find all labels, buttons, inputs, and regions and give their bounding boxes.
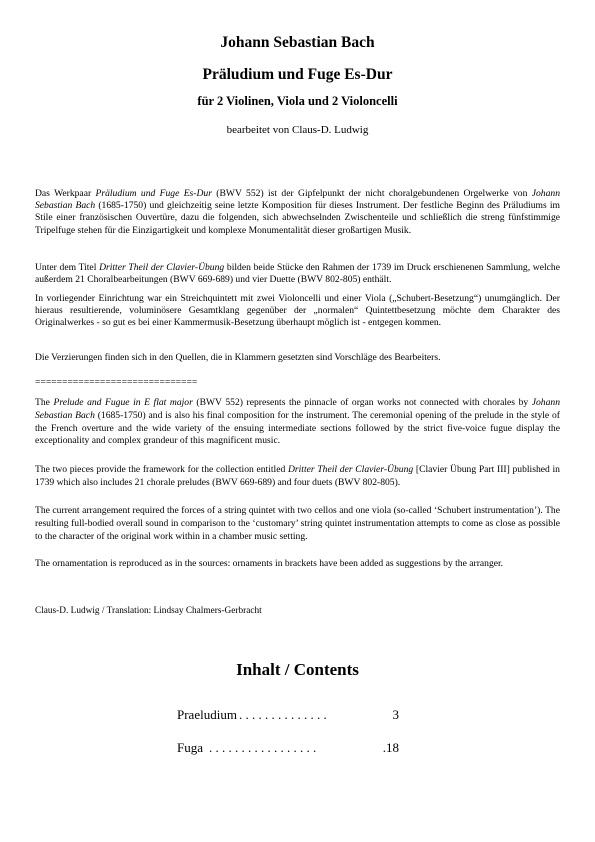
toc-title: Praeludium — [177, 707, 237, 722]
text-run: [Clavier Übung Part III] published in 1739 which also includes 21 chorale preludes (BWV 669-689) and four duets (BWV 802-805). — [35, 464, 560, 488]
arranger-line: bearbeitet von Claus-D. Ludwig — [226, 124, 369, 136]
toc-title: Fuga — [177, 740, 203, 755]
text-run: The — [35, 397, 54, 408]
work-title: Präludium und Fuge Es-Dur — [202, 66, 393, 83]
composer-heading: Johann Sebastian Bach — [220, 34, 375, 51]
toc-entry-praeludium[interactable] — [177, 707, 399, 723]
toc-page-number: 3 — [392, 707, 399, 722]
toc-leader: . . . . . . . . . . . . . . . . . — [209, 740, 317, 755]
toc-leader: . . . . . . . . . . . . . . — [238, 707, 327, 722]
english-paragraph-2 — [35, 464, 560, 490]
composer-name: Johann Sebastian Bach — [35, 397, 560, 421]
toc-page-number: .18 — [382, 740, 399, 755]
text-run: (1685-1750) und gleichzeitig seine letzte Komposition für dieses Instrument. Der festliche Beginn des Präludiums im Stile einer französischen Ouvertüre, dazu die folgenden, sich abwechselnden Zwischenteile und schließlich die streng fünfstimmige Tripelfuge stehen für die Einzigartigkeit und komplexe Monumentalität dieser großartigen Musik. — [35, 200, 560, 236]
composer-name: Johann Sebastian Bach — [35, 188, 560, 212]
text-run: The two pieces provide the framework for the collection entitled — [35, 464, 288, 475]
contents-heading: Inhalt / Contents — [236, 660, 359, 679]
text-run: Das Werkpaar — [35, 188, 96, 199]
german-paragraph-3: In vorliegender Einrichtung war ein Streichquintett mit zwei Violoncelli und einer Viola („Schubert-Besetzung“) unumgänglich. Der hieraus resultierende, voluminösere Gesamtklang gegenüber der „normalen“ Quintettbesetzung möchte dem Charakter des Originalwerkes - so gut es bei einer Kammermusik-Besetzung überhaupt möglich ist - entgegen kommen. — [35, 293, 560, 329]
work-name: Dritter Theil der Clavier-Übung — [99, 262, 225, 273]
english-paragraph-1 — [35, 397, 560, 448]
text-run: bilden beide Stücke den Rahmen der 1739 im Druck erschienenen Sammlung, welche außerdem 21 Choralbearbeitungen (BWV 669-689) und vier Duette (BWV 802-805) enthält. — [35, 262, 560, 286]
translation-credit: Claus-D. Ludwig / Translation: Lindsay Chalmers-Gerbracht — [35, 606, 262, 616]
toc-entry-fuga[interactable] — [177, 740, 399, 756]
english-paragraph-4: The ornamentation is reproduced as in the sources: ornaments in brackets have been added as suggestions by the arranger. — [35, 558, 504, 569]
text-run: (1685-1750) and is also his final composition for the instrument. The ceremonial opening of the prelude in the style of the French overture and the wide variety of the ensuing intermediate sections followed by the strict five-voice fugue display the exceptionality and complex grandeur of this magnificent music. — [35, 409, 560, 447]
german-paragraph-2 — [35, 262, 560, 286]
text-run: Unter dem Titel — [35, 262, 100, 273]
german-paragraph-1 — [35, 188, 560, 237]
scoring-subtitle: für 2 Violinen, Viola und 2 Violoncelli — [197, 94, 398, 108]
text-run: (BWV 552) represents the pinnacle of organ works not connected with chorales by — [192, 397, 532, 408]
text-run: (BWV 552) ist der Gipfelpunkt der nicht choralgebundenen Orgelwerke von — [211, 188, 532, 199]
english-paragraph-3: The current arrangement required the forces of a string quintet with two cellos and one viola (so-called ‘Schubert instrumentation’). The resulting full-bodied overall sound in comparison to the ‘customary’ string quintet instrumentation attempts to come as close as possible to the character of the original work within in a chamber music setting. — [35, 505, 560, 542]
german-paragraph-4: Die Verzierungen finden sich in den Quellen, die in Klammern gesetzten sind Vorschläge des Bearbeiters. — [35, 352, 441, 363]
work-name: Prelude and Fugue in E flat major — [53, 397, 193, 408]
work-name: Dritter Theil der Clavier-Übung — [287, 464, 414, 475]
section-divider: ============================== — [35, 377, 198, 388]
work-name: Präludium und Fuge Es-Dur — [95, 188, 212, 199]
